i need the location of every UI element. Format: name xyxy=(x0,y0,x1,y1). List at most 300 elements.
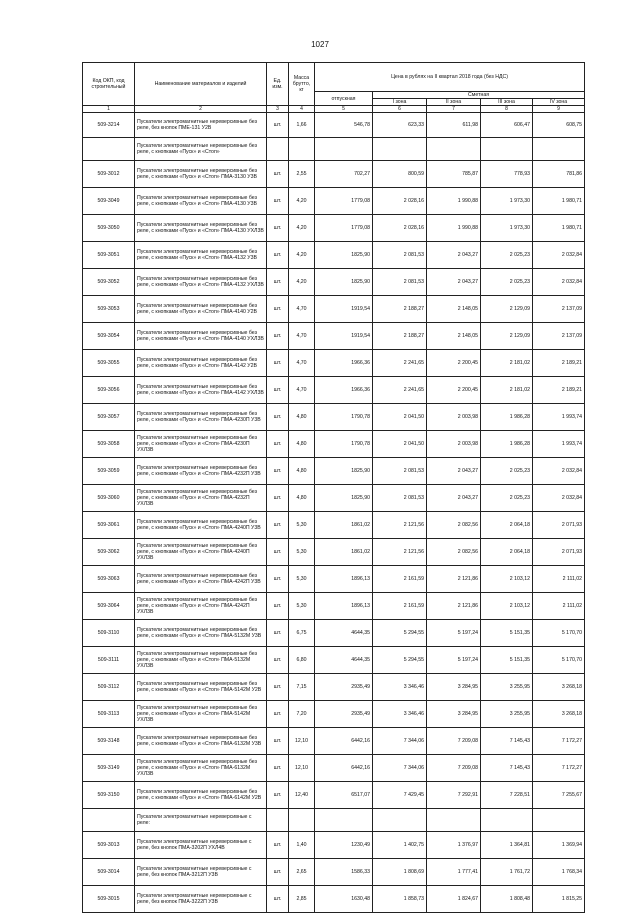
cell-release: 1896,13 xyxy=(315,566,373,593)
cell-code: 509-3149 xyxy=(83,755,135,782)
table-row xyxy=(83,755,585,782)
cell-z2: 2 200,45 xyxy=(427,377,481,404)
cell-name: Пускатели электромагнитные нереверсивные с реле, без кнопок ПМА-3212П У3В xyxy=(135,859,267,886)
header-mass: Масса брутто, кг xyxy=(289,63,315,106)
cell-name: Пускатели электромагнитные нереверсивные без реле, с кнопками «Пуск» и «Стоп» ПМА-6142М У2В xyxy=(135,782,267,809)
cell-z1: 2 041,50 xyxy=(373,404,427,431)
cell-mass: 4,70 xyxy=(289,350,315,377)
cell-z1: 7 344,06 xyxy=(373,755,427,782)
cell-code xyxy=(83,809,135,832)
cell-mass: 12,40 xyxy=(289,782,315,809)
cell-unit: шт. xyxy=(267,755,289,782)
cell-z2: 611,98 xyxy=(427,113,481,138)
cell-release: 1919,54 xyxy=(315,296,373,323)
cell-unit: шт. xyxy=(267,242,289,269)
cell-name: Пускатели электромагнитные нереверсивные без реле, с кнопками «Пуск» и «Стоп» ПМА-4230П УХЛ3В xyxy=(135,431,267,458)
cell-z4: 2 137,09 xyxy=(533,323,585,350)
cell-code: 509-3054 xyxy=(83,323,135,350)
cell-unit: шт. xyxy=(267,859,289,886)
cell-z4: 1 980,71 xyxy=(533,215,585,242)
cell-unit xyxy=(267,138,289,161)
cell-mass: 4,80 xyxy=(289,485,315,512)
cell-z2: 3 284,95 xyxy=(427,674,481,701)
header-release: отпускная xyxy=(315,92,373,106)
cell-code: 509-3063 xyxy=(83,566,135,593)
table-row xyxy=(83,674,585,701)
cell-z3: 2 103,12 xyxy=(481,593,533,620)
cell-release: 1790,78 xyxy=(315,431,373,458)
cell-z2: 5 197,24 xyxy=(427,647,481,674)
cell-z4: 2 189,21 xyxy=(533,377,585,404)
cell-name: Пускатели электромагнитные нереверсивные без реле, с кнопками «Пуск» и «Стоп» ПМА-4232П У3В xyxy=(135,458,267,485)
cell-z4: 1 993,74 xyxy=(533,431,585,458)
cell-z3: 1 973,30 xyxy=(481,188,533,215)
cell-z3: 2 181,02 xyxy=(481,350,533,377)
cell-z3: 5 151,35 xyxy=(481,620,533,647)
cell-code: 509-3050 xyxy=(83,215,135,242)
table-row xyxy=(83,215,585,242)
cell-release: 1966,36 xyxy=(315,377,373,404)
cell-z2: 7 292,91 xyxy=(427,782,481,809)
cell-unit: шт. xyxy=(267,350,289,377)
cell-mass: 5,30 xyxy=(289,566,315,593)
cell-code: 509-3058 xyxy=(83,431,135,458)
cell-release: 6517,07 xyxy=(315,782,373,809)
cell-code: 509-3111 xyxy=(83,647,135,674)
cell-z3: 2 025,23 xyxy=(481,269,533,296)
cell-z2: 2 082,56 xyxy=(427,512,481,539)
cell-mass: 4,70 xyxy=(289,377,315,404)
cell-z3: 2 064,18 xyxy=(481,539,533,566)
cell-release: 4644,35 xyxy=(315,647,373,674)
cell-code: 509-3013 xyxy=(83,832,135,859)
cell-name: Пускатели электромагнитные нереверсивные без реле, с кнопками «Пуск» и «Стоп» ПМА-4230П У3В xyxy=(135,404,267,431)
cell-name: Пускатели электромагнитные нереверсивные без реле, с кнопками «Пуск» и «Стоп» ПМА-4242П У3В xyxy=(135,566,267,593)
cell-z1: 2 081,53 xyxy=(373,242,427,269)
cell-name: Пускатели электромагнитные нереверсивные без реле, с кнопками «Пуск» и «Стоп» ПМА-6132М УХЛ3В xyxy=(135,755,267,782)
cell-name: Пускатели электромагнитные нереверсивные без реле, с кнопками «Пуск» и «Стоп» ПМА-4240П УХЛ3В xyxy=(135,539,267,566)
cell-mass: 4,80 xyxy=(289,458,315,485)
cell-unit: шт. xyxy=(267,886,289,913)
cell-release: 1825,90 xyxy=(315,485,373,512)
cell-mass: 4,80 xyxy=(289,404,315,431)
cell-code: 509-3064 xyxy=(83,593,135,620)
cell-z2: 2 200,45 xyxy=(427,350,481,377)
cell-z1: 2 121,56 xyxy=(373,512,427,539)
cell-mass: 2,55 xyxy=(289,161,315,188)
table-row xyxy=(83,323,585,350)
cell-unit: шт. xyxy=(267,674,289,701)
cell-z4: 5 170,70 xyxy=(533,647,585,674)
cell-z2: 1 376,97 xyxy=(427,832,481,859)
cell-z2: 1 990,88 xyxy=(427,215,481,242)
cell-z2: 7 209,08 xyxy=(427,728,481,755)
cell-unit: шт. xyxy=(267,458,289,485)
cell-code: 509-3052 xyxy=(83,269,135,296)
header-zone-3: III зона xyxy=(481,99,533,106)
cell-release: 1825,90 xyxy=(315,458,373,485)
cell-mass: 12,10 xyxy=(289,755,315,782)
cell-release: 1861,02 xyxy=(315,512,373,539)
cell-release: 1896,13 xyxy=(315,593,373,620)
cell-mass xyxy=(289,138,315,161)
cell-z3: 1 973,30 xyxy=(481,215,533,242)
cell-z3 xyxy=(481,138,533,161)
cell-z2: 2 043,27 xyxy=(427,458,481,485)
cell-z1: 2 028,16 xyxy=(373,215,427,242)
cell-release: 1919,54 xyxy=(315,323,373,350)
cell-name: Пускатели электромагнитные нереверсивные без реле, с кнопками «Пуск» и «Стоп» ПМА-5132М У3В xyxy=(135,620,267,647)
cell-mass: 4,80 xyxy=(289,431,315,458)
cell-z3: 3 255,95 xyxy=(481,701,533,728)
cell-release xyxy=(315,138,373,161)
cell-z2: 2 121,86 xyxy=(427,593,481,620)
cell-code: 509-3112 xyxy=(83,674,135,701)
cell-mass xyxy=(289,809,315,832)
cell-z4: 2 111,02 xyxy=(533,566,585,593)
cell-release: 1586,33 xyxy=(315,859,373,886)
cell-z1: 2 188,27 xyxy=(373,323,427,350)
cell-z1: 2 241,65 xyxy=(373,377,427,404)
cell-name: Пускатели электромагнитные нереверсивные без реле, с кнопками «Пуск» и «Стоп» ПМА-5142М УХЛ3В xyxy=(135,701,267,728)
cell-name: Пускатели электромагнитные нереверсивные без реле, с кнопками «Пуск» и «Стоп» ПМА-4132 У3В xyxy=(135,242,267,269)
cell-unit: шт. xyxy=(267,161,289,188)
cell-code: 509-3049 xyxy=(83,188,135,215)
cell-name: Пускатели электромагнитные нереверсивные с реле: xyxy=(135,809,267,832)
cell-z3: 606,47 xyxy=(481,113,533,138)
cell-release: 1779,08 xyxy=(315,215,373,242)
cell-z3: 2 064,18 xyxy=(481,512,533,539)
cell-name: Пускатели электромагнитные нереверсивные без реле, с кнопками «Пуск» и «Стоп» ПМА-4232П УХЛ3В xyxy=(135,485,267,512)
cell-z3: 1 808,48 xyxy=(481,886,533,913)
cell-z4: 1 768,34 xyxy=(533,859,585,886)
cell-z1: 1 858,73 xyxy=(373,886,427,913)
cell-z3 xyxy=(481,809,533,832)
cell-z4: 1 980,71 xyxy=(533,188,585,215)
table-row xyxy=(83,593,585,620)
header-code: Код ОКП, код строительный xyxy=(83,63,135,106)
cell-mass: 12,10 xyxy=(289,728,315,755)
cell-unit xyxy=(267,809,289,832)
cell-z4: 7 172,27 xyxy=(533,728,585,755)
cell-z4: 1 815,25 xyxy=(533,886,585,913)
cell-name: Пускатели электромагнитные нереверсивные без реле, с кнопками «Пуск» и «Стоп» ПМА-4240П У3В xyxy=(135,512,267,539)
cell-code: 509-3110 xyxy=(83,620,135,647)
cell-release: 1790,78 xyxy=(315,404,373,431)
cell-z2: 1 824,67 xyxy=(427,886,481,913)
cell-release: 2935,49 xyxy=(315,701,373,728)
cell-z2: 5 197,24 xyxy=(427,620,481,647)
header-name: Наименование материалов и изделий xyxy=(135,63,267,106)
cell-code: 509-3012 xyxy=(83,161,135,188)
cell-release: 4644,35 xyxy=(315,620,373,647)
page-number: 1027 xyxy=(311,40,329,49)
cell-unit: шт. xyxy=(267,404,289,431)
cell-mass: 4,70 xyxy=(289,323,315,350)
cell-z2: 7 209,08 xyxy=(427,755,481,782)
cell-z4: 2 032,84 xyxy=(533,269,585,296)
cell-code: 509-3061 xyxy=(83,512,135,539)
cell-unit: шт. xyxy=(267,593,289,620)
cell-z2: 3 284,95 xyxy=(427,701,481,728)
column-number-row xyxy=(83,106,585,113)
col-number: 1 xyxy=(83,106,135,113)
cell-code: 509-3059 xyxy=(83,458,135,485)
cell-code: 509-3057 xyxy=(83,404,135,431)
cell-release: 702,27 xyxy=(315,161,373,188)
cell-mass: 2,85 xyxy=(289,886,315,913)
cell-name: Пускатели электромагнитные нереверсивные без реле, с кнопками «Пуск» и «Стоп» ПМА-5142М У2В xyxy=(135,674,267,701)
col-number: 6 xyxy=(373,106,427,113)
cell-z3: 2 103,12 xyxy=(481,566,533,593)
cell-z1: 5 294,55 xyxy=(373,620,427,647)
cell-z4: 2 189,21 xyxy=(533,350,585,377)
table-row xyxy=(83,431,585,458)
cell-mass: 6,80 xyxy=(289,647,315,674)
table-row xyxy=(83,188,585,215)
cell-mass: 4,20 xyxy=(289,188,315,215)
cell-unit: шт. xyxy=(267,296,289,323)
cell-mass: 7,15 xyxy=(289,674,315,701)
cell-z1: 1 402,75 xyxy=(373,832,427,859)
cell-z2: 2 003,98 xyxy=(427,431,481,458)
cell-code: 509-3062 xyxy=(83,539,135,566)
table-row xyxy=(83,566,585,593)
cell-mass: 4,70 xyxy=(289,296,315,323)
cell-z2 xyxy=(427,138,481,161)
cell-release: 546,78 xyxy=(315,113,373,138)
table-row xyxy=(83,242,585,269)
header-zone-4: IV зона xyxy=(533,99,585,106)
cell-code: 509-3015 xyxy=(83,886,135,913)
table-row xyxy=(83,113,585,138)
cell-unit: шт. xyxy=(267,269,289,296)
cell-code: 509-3055 xyxy=(83,350,135,377)
cell-z1: 2 041,50 xyxy=(373,431,427,458)
cell-mass: 6,75 xyxy=(289,620,315,647)
cell-z1: 2 081,53 xyxy=(373,485,427,512)
cell-z3: 1 364,81 xyxy=(481,832,533,859)
cell-z3: 1 761,72 xyxy=(481,859,533,886)
cell-name: Пускатели электромагнитные нереверсивные без реле, с кнопками «Пуск» и «Стоп» ПМА-4140 У2В xyxy=(135,296,267,323)
cell-unit: шт. xyxy=(267,485,289,512)
table-row xyxy=(83,377,585,404)
cell-z3: 2 129,09 xyxy=(481,323,533,350)
cell-z3: 2 181,02 xyxy=(481,377,533,404)
col-number: 8 xyxy=(481,106,533,113)
cell-z2: 2 148,05 xyxy=(427,296,481,323)
cell-name: Пускатели электромагнитные нереверсивные без реле, с кнопками «Пуск» и «Стоп» ПМА-6132М У3В xyxy=(135,728,267,755)
cell-z1: 2 028,16 xyxy=(373,188,427,215)
cell-release: 1861,02 xyxy=(315,539,373,566)
cell-z4: 2 071,93 xyxy=(533,512,585,539)
cell-z2: 1 777,41 xyxy=(427,859,481,886)
cell-mass: 1,40 xyxy=(289,832,315,859)
cell-z1: 2 188,27 xyxy=(373,296,427,323)
section-row xyxy=(83,138,585,161)
cell-z2: 2 043,27 xyxy=(427,242,481,269)
cell-z4: 3 268,18 xyxy=(533,701,585,728)
cell-z4: 7 255,67 xyxy=(533,782,585,809)
cell-z1 xyxy=(373,809,427,832)
cell-z4: 2 032,84 xyxy=(533,485,585,512)
col-number: 3 xyxy=(267,106,289,113)
cell-name: Пускатели электромагнитные нереверсивные без реле, с кнопками «Пуск» и «Стоп» ПМА-4130 УХЛ3В xyxy=(135,215,267,242)
cell-z1: 800,59 xyxy=(373,161,427,188)
cell-name: Пускатели электромагнитные нереверсивные без реле, с кнопками «Пуск» и «Стоп» ПМА-4132 УХЛ3В xyxy=(135,269,267,296)
cell-code: 509-3053 xyxy=(83,296,135,323)
cell-unit: шт. xyxy=(267,377,289,404)
cell-code: 509-3060 xyxy=(83,485,135,512)
col-number: 9 xyxy=(533,106,585,113)
cell-unit: шт. xyxy=(267,620,289,647)
cell-z2: 785,87 xyxy=(427,161,481,188)
cell-z2: 2 148,05 xyxy=(427,323,481,350)
cell-z4: 5 170,70 xyxy=(533,620,585,647)
cell-unit: шт. xyxy=(267,431,289,458)
cell-name: Пускатели электромагнитные нереверсивные без реле, с кнопками «Пуск» и «Стоп» ПМА-4130 У3В xyxy=(135,188,267,215)
cell-release: 1966,36 xyxy=(315,350,373,377)
cell-z4: 2 111,02 xyxy=(533,593,585,620)
cell-z2 xyxy=(427,809,481,832)
cell-unit: шт. xyxy=(267,188,289,215)
cell-z2: 2 043,27 xyxy=(427,485,481,512)
cell-release xyxy=(315,809,373,832)
cell-z3: 7 145,43 xyxy=(481,755,533,782)
cell-z4: 3 268,18 xyxy=(533,674,585,701)
cell-z1: 7 429,45 xyxy=(373,782,427,809)
cell-name: Пускатели электромагнитные нереверсивные без реле, с кнопками «Пуск» и «Стоп» xyxy=(135,138,267,161)
cell-release: 6442,16 xyxy=(315,728,373,755)
cell-z3: 1 986,28 xyxy=(481,431,533,458)
col-number: 2 xyxy=(135,106,267,113)
cell-z3: 778,93 xyxy=(481,161,533,188)
cell-z1 xyxy=(373,138,427,161)
table-row xyxy=(83,728,585,755)
cell-unit: шт. xyxy=(267,323,289,350)
cell-unit: шт. xyxy=(267,728,289,755)
cell-code: 509-3150 xyxy=(83,782,135,809)
cell-code: 509-3148 xyxy=(83,728,135,755)
cell-z1: 2 081,53 xyxy=(373,269,427,296)
cell-unit: шт. xyxy=(267,566,289,593)
table-row xyxy=(83,701,585,728)
cell-z1: 3 346,46 xyxy=(373,701,427,728)
cell-name: Пускатели электромагнитные нереверсивные с реле, без кнопок ПМА-3222П У3В xyxy=(135,886,267,913)
cell-code: 509-3056 xyxy=(83,377,135,404)
cell-z4: 1 993,74 xyxy=(533,404,585,431)
cell-z4: 2 032,84 xyxy=(533,242,585,269)
cell-z1: 2 241,65 xyxy=(373,350,427,377)
table-row xyxy=(83,161,585,188)
cell-z3: 2 025,23 xyxy=(481,242,533,269)
table-row xyxy=(83,458,585,485)
cell-unit: шт. xyxy=(267,512,289,539)
cell-code: 509-3113 xyxy=(83,701,135,728)
cell-mass: 5,30 xyxy=(289,512,315,539)
cell-release: 1230,49 xyxy=(315,832,373,859)
cell-z1: 2 081,53 xyxy=(373,458,427,485)
cell-z3: 2 129,09 xyxy=(481,296,533,323)
cell-mass: 4,20 xyxy=(289,269,315,296)
cell-z3: 3 255,95 xyxy=(481,674,533,701)
cell-mass: 7,20 xyxy=(289,701,315,728)
cell-code: 509-3214 xyxy=(83,113,135,138)
table-row xyxy=(83,647,585,674)
cell-mass: 4,20 xyxy=(289,242,315,269)
col-number: 5 xyxy=(315,106,373,113)
cell-z1: 5 294,55 xyxy=(373,647,427,674)
header-unit: Ед. изм. xyxy=(267,63,289,106)
cell-z4 xyxy=(533,809,585,832)
col-number: 7 xyxy=(427,106,481,113)
cell-release: 1779,08 xyxy=(315,188,373,215)
cell-z1: 3 346,46 xyxy=(373,674,427,701)
cell-mass: 4,20 xyxy=(289,215,315,242)
price-table xyxy=(82,62,585,913)
cell-z3: 7 228,51 xyxy=(481,782,533,809)
table-row xyxy=(83,782,585,809)
cell-z1: 1 808,69 xyxy=(373,859,427,886)
cell-z2: 2 121,86 xyxy=(427,566,481,593)
cell-release: 1825,90 xyxy=(315,242,373,269)
cell-unit: шт. xyxy=(267,832,289,859)
table-body xyxy=(83,113,585,913)
cell-unit: шт. xyxy=(267,113,289,138)
cell-z4: 2 071,93 xyxy=(533,539,585,566)
cell-unit: шт. xyxy=(267,782,289,809)
section-row xyxy=(83,809,585,832)
cell-z3: 2 025,23 xyxy=(481,485,533,512)
table-row xyxy=(83,886,585,913)
table-row xyxy=(83,485,585,512)
table-row xyxy=(83,512,585,539)
cell-z4: 1 369,94 xyxy=(533,832,585,859)
cell-z4: 781,86 xyxy=(533,161,585,188)
cell-z2: 2 003,98 xyxy=(427,404,481,431)
cell-z1: 623,33 xyxy=(373,113,427,138)
cell-release: 1825,90 xyxy=(315,269,373,296)
table-row xyxy=(83,350,585,377)
cell-z2: 1 990,88 xyxy=(427,188,481,215)
cell-z3: 7 145,43 xyxy=(481,728,533,755)
cell-z1: 2 161,59 xyxy=(373,566,427,593)
cell-mass: 1,66 xyxy=(289,113,315,138)
cell-z3: 2 025,23 xyxy=(481,458,533,485)
cell-unit: шт. xyxy=(267,701,289,728)
table-row xyxy=(83,269,585,296)
cell-z2: 2 043,27 xyxy=(427,269,481,296)
cell-z1: 2 161,59 xyxy=(373,593,427,620)
cell-unit: шт. xyxy=(267,647,289,674)
cell-z4: 7 172,27 xyxy=(533,755,585,782)
cell-name: Пускатели электромагнитные нереверсивные без реле, с кнопками «Пуск» и «Стоп» ПМА-4142 У2В xyxy=(135,350,267,377)
cell-unit: шт. xyxy=(267,215,289,242)
cell-mass: 2,65 xyxy=(289,859,315,886)
cell-code: 509-3051 xyxy=(83,242,135,269)
cell-name: Пускатели электромагнитные нереверсивные без реле, с кнопками «Пуск» и «Стоп» ПМА-4242П УХЛ3В xyxy=(135,593,267,620)
cell-name: Пускатели электромагнитные нереверсивные без реле, с кнопками «Пуск» и «Стоп» ПМА-4142 УХЛ3В xyxy=(135,377,267,404)
cell-z4: 2 032,84 xyxy=(533,458,585,485)
cell-release: 1630,48 xyxy=(315,886,373,913)
cell-release: 2935,49 xyxy=(315,674,373,701)
table-row xyxy=(83,832,585,859)
cell-z1: 2 121,56 xyxy=(373,539,427,566)
table-row xyxy=(83,296,585,323)
table-row xyxy=(83,404,585,431)
cell-z1: 7 344,06 xyxy=(373,728,427,755)
cell-z4: 2 137,09 xyxy=(533,296,585,323)
